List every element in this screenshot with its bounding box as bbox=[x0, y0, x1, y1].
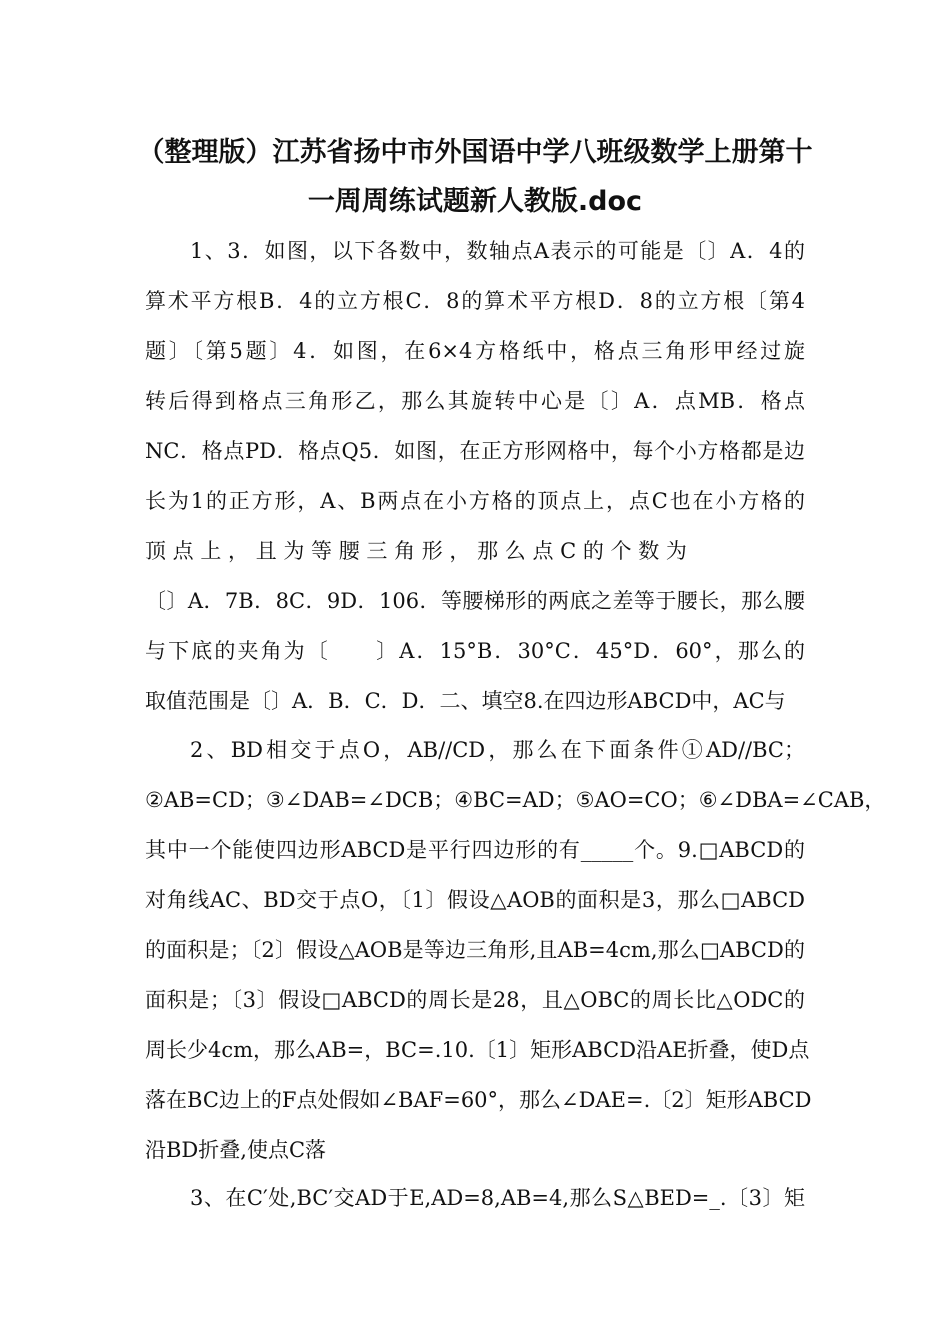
paragraph-1-line-2: 算术平方根B．4的立方根C．8的算术平方根D．8的立方根〔第4 bbox=[145, 289, 805, 313]
paragraph-1-line-8: 〔〕A．7B．8C．9D．106．等腰梯形的两底之差等于腰长，那么腰 bbox=[145, 589, 805, 613]
paragraph-2-line-7: 周长少4cm，那么AB=，BC=.10.〔1〕矩形ABCD沿AE折叠，使D点 bbox=[145, 1038, 810, 1062]
paragraph-2-line-8: 落在BC边上的F点处假如∠BAF=60°，那么∠DAE=.〔2〕矩形ABCD bbox=[145, 1088, 812, 1112]
paragraph-1-line-4: 转后得到格点三角形乙，那么其旋转中心是〔〕A．点MB．格点 bbox=[145, 389, 805, 413]
paragraph-1-line-1: 1、3．如图，以下各数中，数轴点A表示的可能是〔〕A．4的 bbox=[190, 239, 805, 263]
paragraph-2-line-5: 的面积是；〔2〕假设△AOB是等边三角形,且AB=4cm,那么□ABCD的 bbox=[145, 938, 805, 962]
paragraph-2-line-6: 面积是；〔3〕假设□ABCD的周长是28，且△OBC的周长比△ODC的 bbox=[145, 988, 805, 1012]
paragraph-1-line-7: 顶 点 上 ， 且 为 等 腰 三 角 形 ， 那 么 点 C 的 个 数 为 bbox=[145, 539, 687, 563]
paragraph-2-line-2: ②AB=CD；③∠DAB=∠DCB；④BC=AD；⑤AO=CO；⑥∠DBA=∠CAB， bbox=[145, 788, 886, 812]
paragraph-1-line-9: 与下底的夹角为〔 〕A．15°B．30°C．45°D．60°，那么的 bbox=[145, 639, 805, 663]
paragraph-1-line-3: 题〕〔第5题〕4．如图，在6×4方格纸中，格点三角形甲经过旋 bbox=[145, 339, 805, 363]
paragraph-1-line-6: 长为1的正方形，A、B两点在小方格的顶点上，点C也在小方格的 bbox=[145, 489, 805, 513]
paragraph-1-line-10: 取值范围是〔〕A．B．C．D．二、填空8.在四边形ABCD中，AC与 bbox=[145, 689, 786, 713]
document-title-line-2: 一周周练试题新人教版.doc bbox=[307, 186, 643, 217]
paragraph-1-line-5: NC．格点PD．格点Q5．如图，在正方形网格中，每个小方格都是边 bbox=[145, 439, 805, 463]
paragraph-2-line-9: 沿BD折叠,使点C落 bbox=[145, 1138, 327, 1162]
document-title-line-1: （整理版）江苏省扬中市外国语中学八班级数学上册第十 bbox=[137, 137, 813, 168]
paragraph-3-line-1: 3、在C′处,BC′交AD于E,AD=8,AB=4,那么S△BED=_.〔3〕矩 bbox=[190, 1186, 805, 1210]
paragraph-2-line-1: 2、BD相交于点O，AB//CD，那么在下面条件①AD//BC； bbox=[190, 738, 805, 762]
paragraph-2-line-3: 其中一个能使四边形ABCD是平行四边形的有_____个。9.□ABCD的 bbox=[145, 838, 805, 862]
paragraph-2-line-4: 对角线AC、BD交于点O，〔1〕假设△AOB的面积是3，那么□ABCD bbox=[145, 888, 805, 912]
